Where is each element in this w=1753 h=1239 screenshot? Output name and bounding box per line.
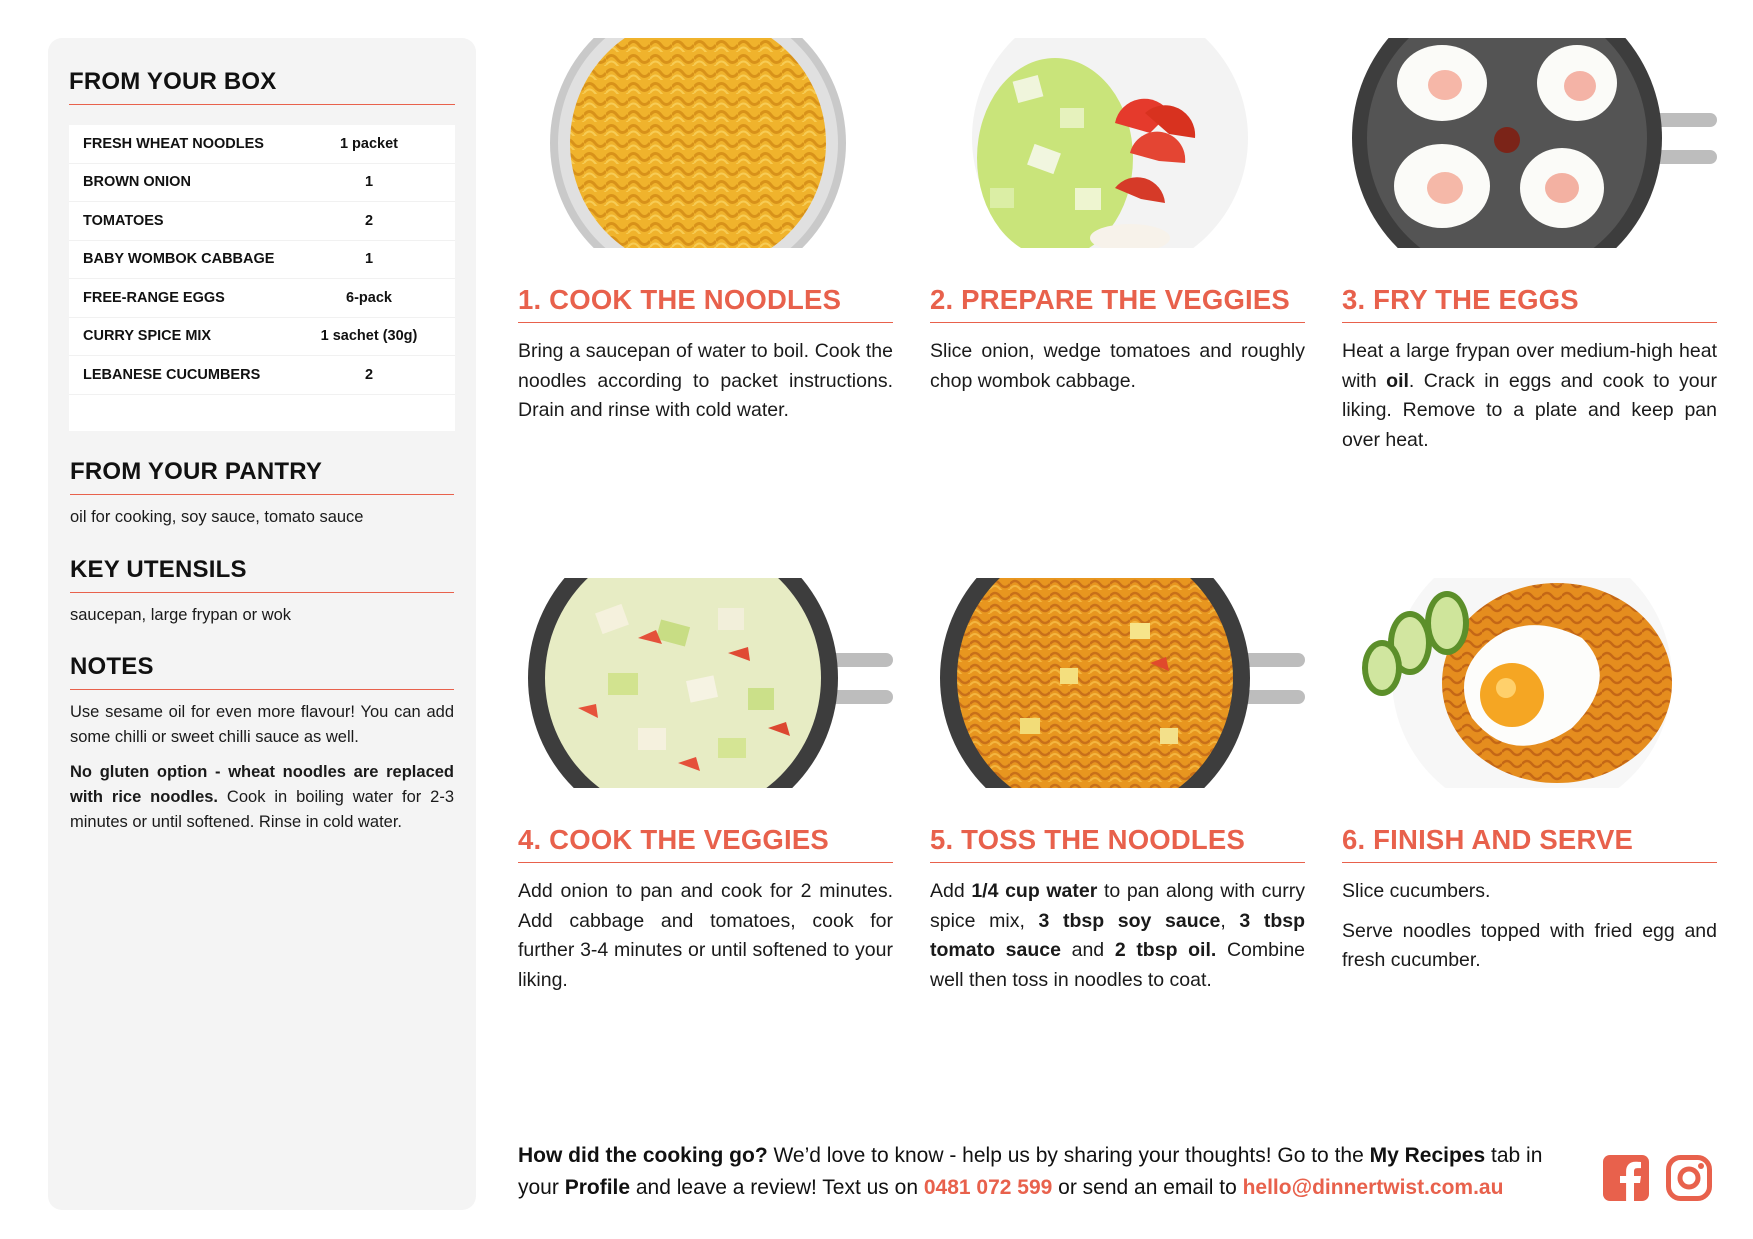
utensils-section	[70, 556, 454, 628]
step-3-text	[1342, 337, 1717, 455]
utensils-text: saucepan, large frypan or wok	[70, 606, 292, 624]
step-1-t1: Bring a saucepan of water to boil. Cook the noodles according to packet instructions. Drain and rinse with cold water.	[518, 340, 893, 421]
ingredient-qty: 1 packet	[339, 135, 399, 152]
ingredient-qty: 2	[364, 212, 374, 229]
step-5-t1: Add	[930, 880, 972, 902]
table-row	[69, 356, 455, 395]
pantry-section	[70, 458, 454, 530]
ingredient-qty: 6-pack	[346, 289, 392, 306]
notes-text-2	[70, 760, 454, 835]
step-3-title: 3. FRY THE EGGS	[1342, 284, 1717, 323]
table-row	[69, 164, 455, 203]
step-3-photo	[1342, 38, 1717, 248]
step-5-b4: 2 tbsp oil.	[1114, 939, 1217, 961]
step-1-title: 1. COOK THE NOODLES	[518, 284, 893, 323]
step-6-p1: Slice cucumbers.	[1342, 880, 1491, 902]
phone-link[interactable]: 0481 072 599	[923, 1176, 1053, 1199]
step-2-text	[930, 337, 1305, 396]
ingredient-name: BABY WOMBOK CABBAGE	[83, 251, 275, 268]
step-2-title: 2. PREPARE THE VEGGIES	[930, 284, 1305, 323]
step-4-text	[518, 877, 893, 995]
step-5-text	[930, 877, 1305, 995]
step-4-t1: Add onion to pan and cook for 2 minutes. Add cabbage and tomatoes, cook for further 3-4 minutes or until softened to your liking.	[518, 880, 893, 991]
email-link[interactable]: hello@dinnertwist.com.au	[1242, 1176, 1504, 1199]
box-ingredients-table	[69, 125, 455, 431]
notes-section	[70, 653, 454, 835]
step-3-b1: oil	[1386, 369, 1409, 392]
pantry-text: oil for cooking, soy sauce, tomato sauce	[70, 508, 364, 526]
step-3-t2: . Crack in eggs and cook to your liking. Remove to a plate and keep pan over heat.	[1342, 369, 1717, 451]
veggies-wok-image	[518, 578, 893, 788]
step-5-t5: Combine well then toss in noodles to coat.	[930, 939, 1306, 991]
step-1-photo	[518, 38, 893, 248]
pantry-title: FROM YOUR PANTRY	[70, 458, 454, 495]
ingredient-qty: 2	[364, 366, 374, 383]
footer-t2: tab in your	[518, 1144, 1543, 1199]
step-3	[1342, 38, 1717, 455]
veggies-plate-image	[930, 38, 1305, 248]
table-row	[69, 279, 455, 318]
footer-t3: and leave a review! Text us on	[630, 1176, 924, 1199]
step-2-photo	[930, 38, 1305, 248]
noodles-pot-image	[518, 38, 893, 248]
profile-link: Profile	[564, 1176, 631, 1199]
table-row	[69, 125, 455, 164]
step-5-b1: 1/4 cup water	[971, 880, 1098, 902]
ingredient-name: CURRY SPICE MIX	[83, 328, 212, 345]
notes-title: NOTES	[70, 653, 454, 690]
step-6-text	[1342, 877, 1717, 976]
notes-rest: Cook in boiling water for 2-3 minutes or until softened. Rinse in cold water.	[70, 788, 454, 831]
step-5	[930, 578, 1305, 995]
step-4-photo	[518, 578, 893, 788]
footer-t1: We’d love to know - help us by sharing your thoughts! Go to the	[767, 1144, 1370, 1167]
facebook-icon[interactable]	[1603, 1155, 1649, 1201]
step-1	[518, 38, 893, 426]
step-2	[930, 38, 1305, 396]
utensils-title: KEY UTENSILS	[70, 556, 454, 593]
feedback-footer	[518, 1140, 1578, 1204]
fried-eggs-pan-image	[1342, 38, 1717, 248]
step-5-photo	[930, 578, 1305, 788]
step-6	[1342, 578, 1717, 976]
ingredients-sidebar	[48, 38, 476, 1210]
my-recipes-link: My Recipes	[1369, 1144, 1486, 1167]
ingredient-name: FREE-RANGE EGGS	[83, 289, 225, 306]
tossed-noodles-wok-image	[930, 578, 1305, 788]
step-4-title: 4. COOK THE VEGGIES	[518, 824, 893, 863]
step-5-b3: 3 tbsp tomato sauce	[930, 909, 1305, 961]
ingredient-qty: 1 sachet (30g)	[320, 328, 418, 345]
step-5-t4: and	[1060, 939, 1115, 961]
ingredient-name: TOMATOES	[83, 212, 164, 229]
step-5-t2: to pan along with curry spice mix,	[930, 880, 1305, 932]
table-row	[69, 202, 455, 241]
step-1-text	[518, 337, 893, 426]
ingredient-name: LEBANESE CUCUMBERS	[83, 366, 261, 383]
from-your-box-title: FROM YOUR BOX	[69, 68, 455, 105]
table-row	[69, 318, 455, 357]
step-5-b2: 3 tbsp soy sauce	[1038, 909, 1221, 932]
ingredient-name: BROWN ONION	[83, 174, 191, 191]
step-4	[518, 578, 893, 995]
notes-bold: No gluten option - wheat noodles are replaced with rice noodles.	[70, 763, 454, 806]
step-5-t3: ,	[1220, 909, 1240, 932]
table-row	[69, 241, 455, 280]
step-3-t1: Heat a large frypan over medium-high heat with	[1342, 340, 1717, 392]
served-noodles-plate-image	[1342, 578, 1717, 788]
instagram-icon[interactable]	[1666, 1155, 1712, 1201]
notes-text-1: Use sesame oil for even more flavour! You can add some chilli or sweet chilli sauce as well.	[70, 703, 454, 746]
step-2-t1: Slice onion, wedge tomatoes and roughly chop wombok cabbage.	[930, 340, 1305, 392]
footer-question: How did the cooking go?	[518, 1144, 768, 1167]
step-5-title: 5. TOSS THE NOODLES	[930, 824, 1305, 863]
ingredient-name: FRESH WHEAT NOODLES	[83, 135, 264, 152]
step-6-title: 6. FINISH AND SERVE	[1342, 824, 1717, 863]
ingredient-qty: 1	[364, 251, 374, 268]
ingredient-qty: 1	[364, 174, 374, 191]
step-6-photo	[1342, 578, 1717, 788]
step-6-p2: Serve noodles topped with fried egg and fresh cucumber.	[1342, 919, 1717, 971]
footer-t4: or send an email to	[1052, 1176, 1243, 1199]
